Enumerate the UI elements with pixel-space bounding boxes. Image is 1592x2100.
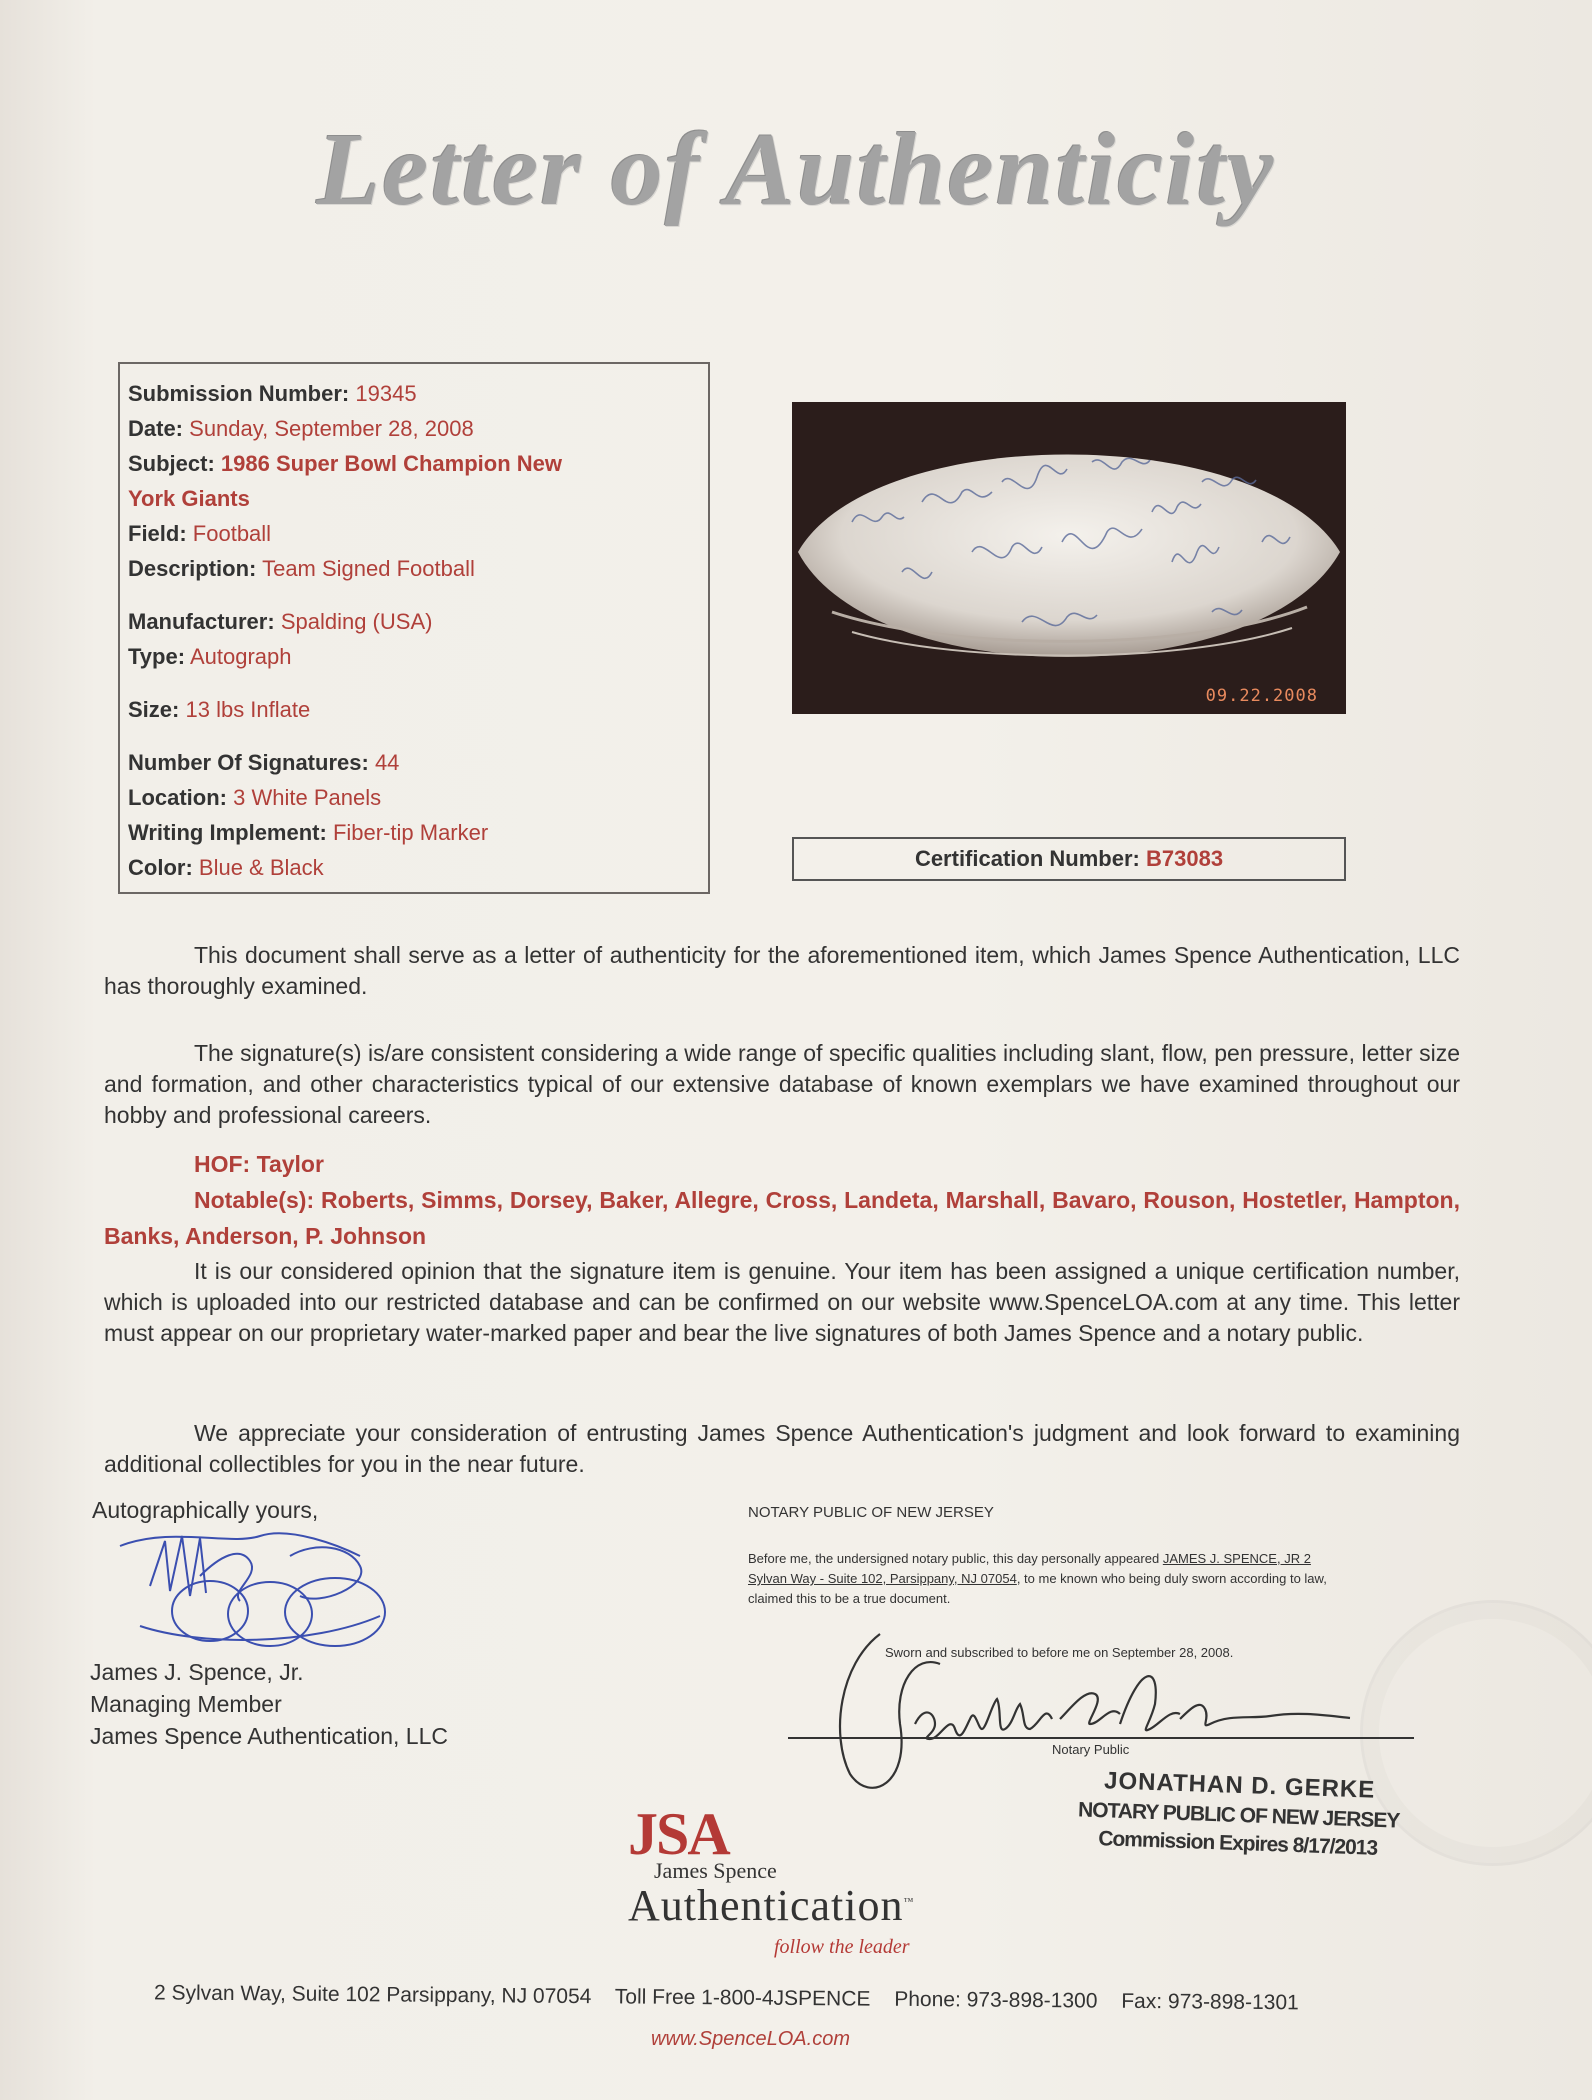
footer-address: 2 Sylvan Way, Suite 102 Parsippany, NJ 07054 [153,1981,592,2009]
notary-signature-line [788,1737,1414,1739]
notary-sworn-line: Sworn and subscribed to before me on September 28, 2008. [885,1645,1234,1660]
paragraph-appreciation: We appreciate your consideration of entrusting James Spence Authentication's judgment and look forward to examining additional collectibles for you in the near future. [104,1420,1460,1477]
size-value: 13 lbs Inflate [185,697,311,722]
writing-implement-row: Writing Implement: Fiber-tip Marker [128,820,489,845]
description-value: Team Signed Football [262,556,475,581]
paragraph-opinion: It is our considered opinion that the signature item is genuine. Your item has been assigned a unique certification number, which is uploaded into our restricted database and can be confirmed on our website www.SpenceLOA.com at any time. This letter must appear on our proprietary water-marked paper and bear the live signatures of both James Spence and a notary public. [104,1258,1460,1346]
manufacturer-value: Spalding (USA) [280,609,433,634]
subject-value: 1986 Super Bowl Champion New York Giants [128,451,562,511]
signer-company: James Spence Authentication, LLC [90,1723,449,1749]
notary-stamp-title: NOTARY PUBLIC OF NEW JERSEY [1077,1798,1400,1833]
description-row: Description: Team Signed Football [128,556,475,581]
certification-number: B73083 [1145,846,1224,871]
footer-phone: Phone: 973-898-1300 [894,1987,1098,2013]
logo-tagline: follow the leader [774,1936,910,1958]
number-of-signatures-value: 44 [374,750,400,775]
footer-website-link[interactable]: www.SpenceLOA.com [651,2028,850,2050]
signer-role: Managing Member [90,1691,282,1717]
notary-stamp [1077,1766,1401,1861]
size-row: Size: 13 lbs Inflate [128,697,311,722]
location-row: Location: 3 White Panels [128,785,382,810]
notary-public-label: Notary Public [1052,1742,1130,1757]
manufacturer-row: Manufacturer: Spalding (USA) [128,609,433,634]
item-details-box [118,362,710,894]
submission-number-value: 19345 [355,381,417,406]
photo-date-stamp: 09.22.2008 [1205,686,1318,706]
paragraph-intro: This document shall serve as a letter of authenticity for the aforementioned item, which James Spence Authentication, LLC has thoroughly examined. [104,942,1460,999]
color-row: Color: Blue & Black [128,855,324,880]
subject-row: Subject: 1986 Super Bowl Champion New York Giants [128,451,562,511]
field-value: Football [192,521,272,546]
footer-fax: Fax: 973-898-1301 [1121,1989,1299,2015]
hof-line: HOF: Taylor [194,1151,324,1177]
date-row: Date: Sunday, September 28, 2008 [128,416,474,441]
certification-label: Certification Number: [914,846,1140,871]
submission-number-row: Submission Number: 19345 [128,381,417,406]
color-value: Blue & Black [198,855,324,880]
field-row: Field: Football [128,521,272,546]
location-value: 3 White Panels [233,785,382,810]
writing-implement-value: Fiber-tip Marker [332,820,489,845]
signer-name: James J. Spence, Jr. [90,1659,304,1685]
football-image [792,402,1346,714]
page-title: Letter of Authenticity [316,112,1276,227]
paragraph-consistency: The signature(s) is/are consistent considering a wide range of specific qualities including slant, flow, pen pressure, letter size and formation, and other characteristics typical of our extensive database of known exemplars we have examined throughout our hobby and professional careers. [104,1040,1460,1128]
logo-mark: JSA [628,1801,729,1867]
notary-statement: Before me, the undersigned notary public, this day personally appeared JAMES J. SPENCE, JR 2 Sylvan Way - Suite 102, Parsippany, NJ 07054, to me known who being duly sworn according to law, claimed this to be a true document. [748,1551,1327,1606]
type-value: Autograph [189,644,292,669]
notary-stamp-expires: Commission Expires 8/17/2013 [1097,1827,1378,1860]
type-row: Type: Autograph [128,644,292,669]
date-value: Sunday, September 28, 2008 [189,416,474,441]
logo-line2: Authentication™ [628,1881,915,1930]
footer-contact [154,1981,1454,2016]
item-photo [792,402,1346,714]
certification-box [792,837,1346,881]
notary-heading: NOTARY PUBLIC OF NEW JERSEY [748,1504,994,1521]
logo-line1: James Spence [654,1858,777,1883]
footer-tollfree: Toll Free 1-800-4JSPENCE [614,1985,871,2011]
notary-appeared-name: JAMES J. SPENCE, JR 2 Sylvan Way - Suite 102, Parsippany, NJ 07054 [748,1551,1311,1586]
number-of-signatures-row: Number Of Signatures: 44 [128,750,400,775]
notary-stamp-name: JONATHAN D. GERKE [1103,1767,1376,1804]
closing-salutation: Autographically yours, [92,1497,319,1523]
notables-line: Notable(s): Roberts, Simms, Dorsey, Baker, Allegre, Cross, Landeta, Marshall, Bavaro, Rouson, Hostetler, Hampton, Banks, Anderson, P. Johnson [104,1187,1460,1249]
jsa-logo [628,1800,948,1958]
james-spence-signature [110,1516,400,1656]
